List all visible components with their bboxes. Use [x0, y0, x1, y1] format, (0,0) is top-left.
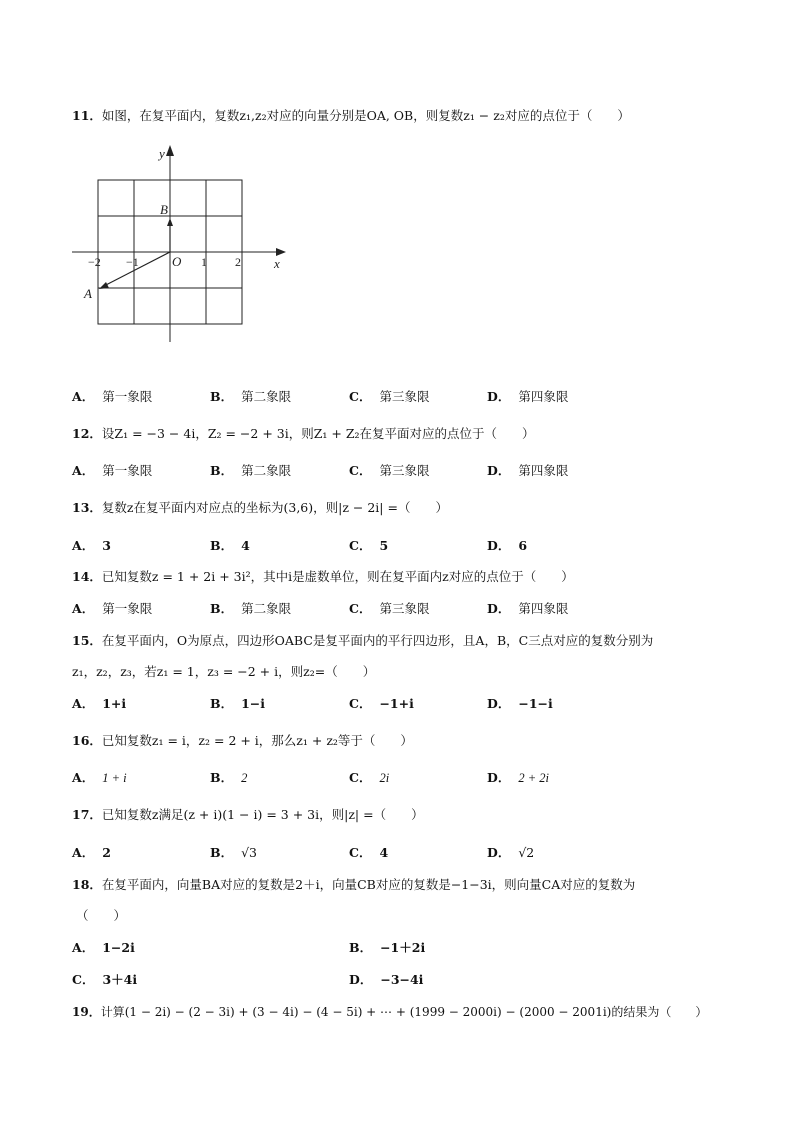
question-text: 已知复数z₁ = i，z₂ = 2 + i，那么z₁ + z₂等于（ ） — [101, 733, 413, 748]
option-a[interactable]: A． 3 — [72, 538, 111, 553]
question-number: 11． — [72, 108, 102, 123]
option-d[interactable]: D． 第四象限 — [487, 601, 569, 616]
option-a[interactable]: A． 1+i — [72, 696, 127, 711]
question-17 — [72, 807, 424, 823]
question-19 — [72, 1004, 707, 1020]
option-b[interactable]: B． 第二象限 — [210, 463, 292, 478]
option-d[interactable]: D． 2 + 2i — [487, 770, 550, 785]
option-d[interactable]: D． 6 — [487, 538, 528, 553]
tick-label: −2 — [88, 255, 101, 269]
x-axis-arrow-icon — [276, 248, 286, 256]
point-b-label: B — [160, 202, 168, 217]
option-d[interactable]: D． √2 — [487, 845, 535, 860]
option-a[interactable]: A． 1−2i — [72, 940, 135, 955]
option-c[interactable]: C． 3＋4i — [72, 972, 138, 987]
option-b[interactable]: B． 第二象限 — [210, 389, 292, 404]
question-18-line-2: （ ） — [76, 908, 127, 923]
point-a-label: A — [84, 286, 92, 301]
option-b[interactable]: B． −1＋2i — [349, 940, 426, 955]
option-a[interactable]: A． 第一象限 — [72, 389, 153, 404]
option-d[interactable]: D． 第四象限 — [487, 389, 569, 404]
option-b[interactable]: B． 4 — [210, 538, 250, 553]
tick-label: −1 — [126, 255, 139, 269]
option-c[interactable]: C． 2i — [349, 770, 390, 785]
question-15-line-2: z₁，z₂，z₃，若z₁ = 1，z₃ = −2 + i，则z₂=（ ） — [72, 664, 376, 679]
option-b[interactable]: B． 第二象限 — [210, 601, 292, 616]
option-c[interactable]: C． 第三象限 — [349, 463, 430, 478]
option-c[interactable]: C． 第三象限 — [349, 601, 430, 616]
option-c[interactable]: C． −1+i — [349, 696, 414, 711]
vector-oa-arrow-icon — [99, 282, 109, 289]
question-number: 19． — [72, 1005, 101, 1019]
question-number: 13． — [72, 500, 102, 515]
x-axis-label: x — [274, 256, 280, 271]
option-b[interactable]: B． 2 — [210, 770, 248, 785]
question-18 — [72, 877, 635, 893]
question-text: 在复平面内，向量BA对应的复数是2＋i，向量CB对应的复数是−1−3i，则向量CA对应的复数为 — [101, 877, 636, 892]
tick-label: 2 — [235, 255, 241, 269]
y-axis-label: y — [159, 146, 165, 161]
y-axis-arrow-icon — [166, 145, 174, 156]
tick-label: 1 — [201, 255, 207, 269]
option-c[interactable]: C． 第三象限 — [349, 389, 430, 404]
option-d[interactable]: D． −3−4i — [349, 972, 424, 987]
question-13 — [72, 500, 448, 516]
option-d[interactable]: D． 第四象限 — [487, 463, 569, 478]
option-a[interactable]: A． 第一象限 — [72, 463, 153, 478]
question-number: 17． — [72, 807, 102, 822]
option-a[interactable]: A． 第一象限 — [72, 601, 153, 616]
question-number: 15． — [72, 633, 102, 648]
option-c[interactable]: C． 5 — [349, 538, 389, 553]
question-11 — [72, 108, 630, 124]
vector-ob-arrow-icon — [167, 218, 173, 226]
option-d[interactable]: D． −1−i — [487, 696, 553, 711]
question-text: 已知复数z满足(z + i)(1 − i) = 3 + 3i，则|z| =（ ） — [101, 807, 424, 822]
question-text: 复数z在复平面内对应点的坐标为(3,6)，则|z − 2i| =（ ） — [101, 500, 448, 515]
question-number: 16． — [72, 733, 102, 748]
question-text: 在复平面内，O为原点，四边形OABC是复平面内的平行四边形，且A，B，C三点对应的复数分别为 — [101, 633, 654, 648]
question-text: 设Z₁ = −3 − 4i，Z₂ = −2 + 3i，则Z₁ + Z₂在复平面对应的点位于（ ） — [101, 426, 535, 441]
question-12 — [72, 426, 535, 442]
question-15 — [72, 633, 653, 649]
question-text: 如图，在复平面内，复数z₁,z₂对应的向量分别是OA, OB，则复数z₁ − z₂对应的点位于（ ） — [101, 108, 630, 123]
option-c[interactable]: C． 4 — [349, 845, 389, 860]
option-a[interactable]: A． 1 + i — [72, 770, 127, 785]
question-14 — [72, 569, 574, 585]
question-number: 14． — [72, 569, 102, 584]
question-number: 12． — [72, 426, 102, 441]
question-text: 计算(1 − 2i) − (2 − 3i) + (3 − 4i) − (4 − 5i) + ⋯ + (1999 − 2000i) − (2000 − 2001i)的结果为（ ） — [100, 1005, 708, 1019]
question-text: 已知复数z = 1 + 2i + 3i²，其中i是虚数单位，则在复平面内z对应的点位于（ ） — [101, 569, 574, 584]
question-16 — [72, 733, 413, 749]
origin-label: O — [172, 254, 182, 269]
option-a[interactable]: A． 2 — [72, 845, 111, 860]
complex-plane-figure — [72, 142, 292, 352]
option-b[interactable]: B． 1−i — [210, 696, 265, 711]
option-b[interactable]: B． √3 — [210, 845, 257, 860]
question-number: 18． — [72, 877, 102, 892]
